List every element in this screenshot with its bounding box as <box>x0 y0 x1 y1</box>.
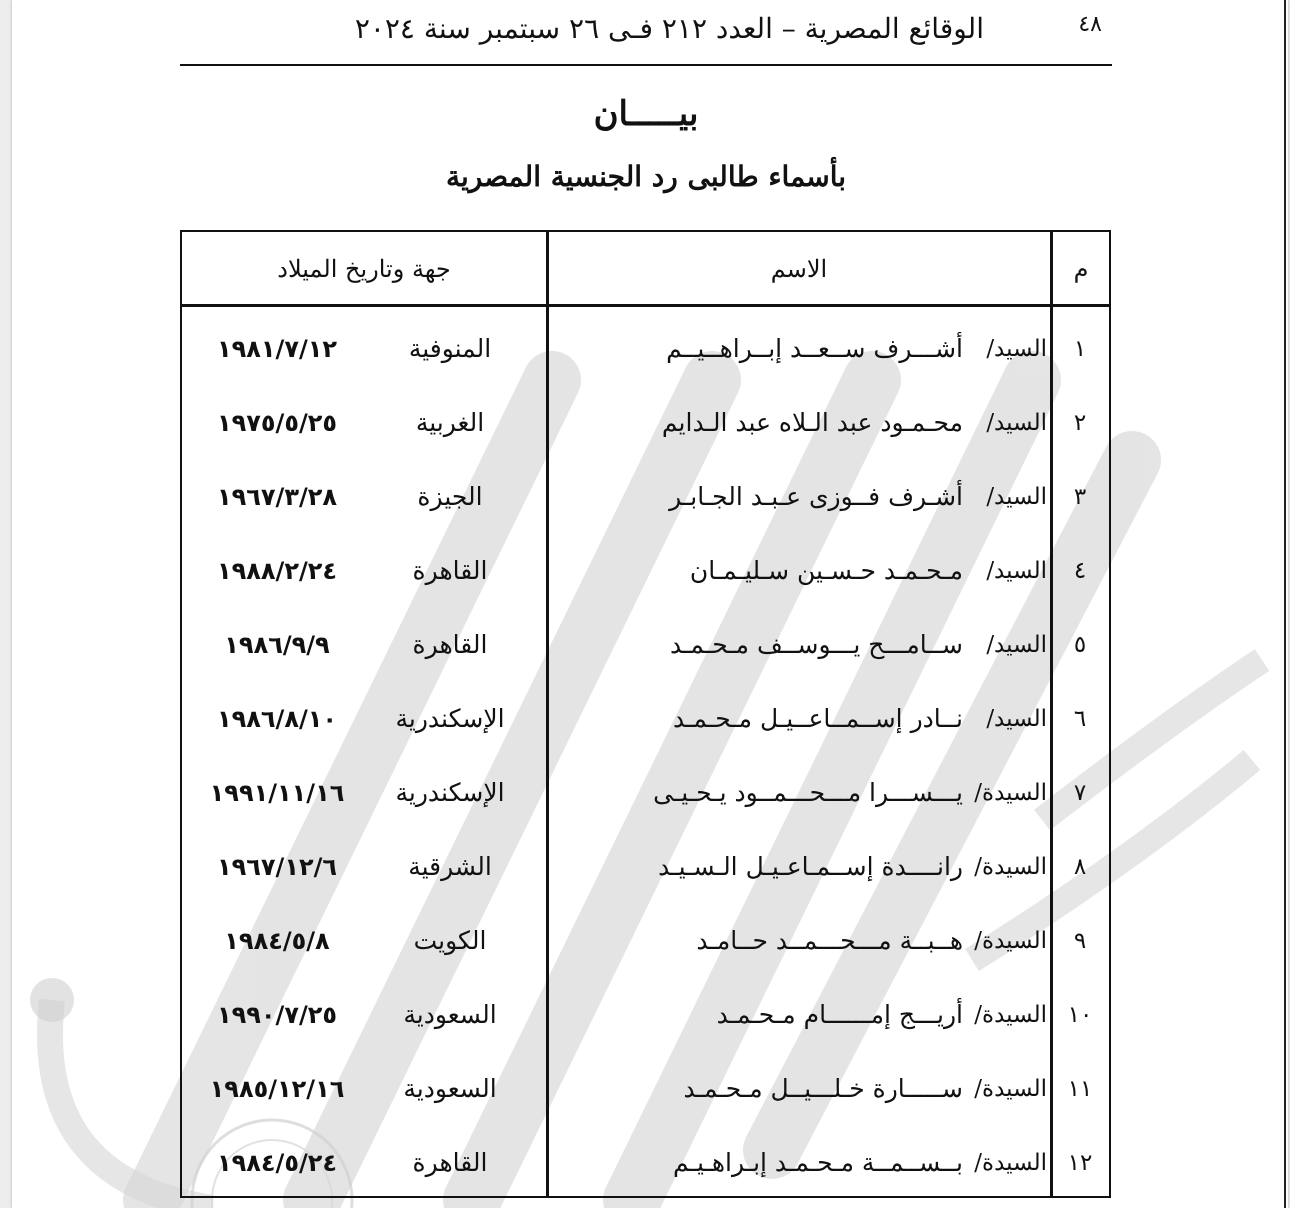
row-name: ســـــارة خـلـــيــل مـحـمـد <box>683 1074 963 1103</box>
table-row <box>182 1052 1109 1126</box>
row-name: رانــــدة إســمـاعـيـل الـسـيـد <box>658 852 963 881</box>
row-number: ٨ <box>1073 854 1087 880</box>
table-row <box>182 312 1109 386</box>
row-birth-place: الغربية <box>415 408 485 437</box>
row-name: ســامـــح يـــوســف مـحـمـد <box>669 630 963 659</box>
header-birth: جهة وتاريخ الميلاد <box>277 255 451 283</box>
row-birth-place: القاهرة <box>412 1148 488 1177</box>
document-subtitle: بأسماء طالبى رد الجنسية المصرية <box>445 160 847 193</box>
table-row <box>182 386 1109 460</box>
row-honorific: السيد/ <box>986 484 1047 510</box>
row-honorific: السيدة/ <box>974 1150 1047 1176</box>
row-number: ٧ <box>1073 780 1087 806</box>
table-row <box>182 682 1109 756</box>
row-name: نــادر إســمــاعــيـل مـحـمـد <box>672 704 963 733</box>
table-row <box>182 534 1109 608</box>
table-row <box>182 978 1109 1052</box>
row-number: ٥ <box>1073 632 1087 658</box>
row-birth-place: الجيزة <box>417 482 483 511</box>
row-number: ٢ <box>1073 410 1087 436</box>
row-number: ١٠ <box>1067 1002 1093 1028</box>
row-birth-place: القاهرة <box>412 556 488 585</box>
row-honorific: السيد/ <box>986 410 1047 436</box>
row-birth-date: ١٩٦٧/٣/٢٨ <box>216 483 338 511</box>
row-birth-place: الشرقية <box>408 852 492 881</box>
names-table <box>180 230 1111 1198</box>
row-honorific: السيدة/ <box>974 780 1047 806</box>
document-title: بيـــــان <box>593 94 699 134</box>
row-honorific: السيدة/ <box>974 928 1047 954</box>
row-name: أشـــرف ســعــد إبــراهــيــم <box>666 334 963 363</box>
row-honorific: السيدة/ <box>974 1076 1047 1102</box>
row-number: ٩ <box>1073 928 1087 954</box>
table-row <box>182 608 1109 682</box>
row-birth-date: ١٩٨٤/٥/٨ <box>224 927 330 955</box>
row-birth-date: ١٩٦٧/١٢/٦ <box>216 853 338 881</box>
row-honorific: السيد/ <box>986 706 1047 732</box>
row-birth-date: ١٩٩٠/٧/٢٥ <box>216 1001 338 1029</box>
row-name: أشـرف فــوزى عـبـد الجـابـر <box>669 482 963 511</box>
row-honorific: السيد/ <box>986 632 1047 658</box>
row-honorific: السيدة/ <box>974 854 1047 880</box>
running-title: الوقائع المصرية – العدد ٢١٢ فـى ٢٦ سبتمبر سنة ٢٠٢٤ <box>354 12 984 45</box>
row-number: ٦ <box>1073 706 1087 732</box>
row-birth-place: القاهرة <box>412 630 488 659</box>
page-edge <box>1284 0 1286 1208</box>
row-birth-place: الكويت <box>413 926 487 955</box>
row-birth-date: ١٩٨٥/١٢/١٦ <box>209 1075 345 1103</box>
table-row <box>182 756 1109 830</box>
row-number: ١٢ <box>1067 1150 1093 1176</box>
header-name: الاسم <box>770 255 828 283</box>
row-birth-date: ١٩٧٥/٥/٢٥ <box>216 409 338 437</box>
row-name: بــســمــة مـحـمـد إبـراهـيـم <box>672 1148 963 1177</box>
row-number: ٣ <box>1073 484 1087 510</box>
row-number: ١ <box>1073 336 1087 362</box>
row-number: ١١ <box>1067 1076 1093 1102</box>
row-honorific: السيد/ <box>986 336 1047 362</box>
row-name: أريـــج إمــــــام مـحـمـد <box>716 1000 963 1029</box>
table-row <box>182 460 1109 534</box>
row-birth-date: ١٩٨٤/٥/٢٤ <box>216 1149 338 1177</box>
table-row <box>182 904 1109 978</box>
document-page <box>12 0 1288 1208</box>
page-number: ٤٨ <box>1078 12 1102 37</box>
row-birth-date: ١٩٨٦/٩/٩ <box>224 631 330 659</box>
table-row <box>182 1126 1109 1200</box>
row-birth-date: ١٩٩١/١١/١٦ <box>209 779 345 807</box>
header-num: م <box>1073 255 1089 283</box>
row-honorific: السيد/ <box>986 558 1047 584</box>
row-birth-place: الإسكندرية <box>395 704 505 733</box>
row-name: هــبــة مـــحـــمــد حــامـد <box>696 926 963 955</box>
row-name: يـــســـرا مـــحـــمــود يـحـيـى <box>653 778 963 807</box>
row-birth-date: ١٩٨٨/٢/٢٤ <box>216 557 338 585</box>
row-number: ٤ <box>1073 558 1087 584</box>
row-birth-date: ١٩٨٦/٨/١٠ <box>216 705 338 733</box>
row-birth-date: ١٩٨١/٧/١٢ <box>216 335 338 363</box>
row-birth-place: المنوفية <box>408 334 492 363</box>
row-honorific: السيدة/ <box>974 1002 1047 1028</box>
row-name: مـحـمـد حـسـين سـليـمـان <box>689 556 963 585</box>
row-birth-place: السعودية <box>403 1074 497 1103</box>
row-name: محـمـود عبد الـلاه عبد الـدايم <box>661 408 963 437</box>
row-birth-place: السعودية <box>403 1000 497 1029</box>
page-header <box>180 4 1112 66</box>
row-birth-place: الإسكندرية <box>395 778 505 807</box>
table-row <box>182 830 1109 904</box>
